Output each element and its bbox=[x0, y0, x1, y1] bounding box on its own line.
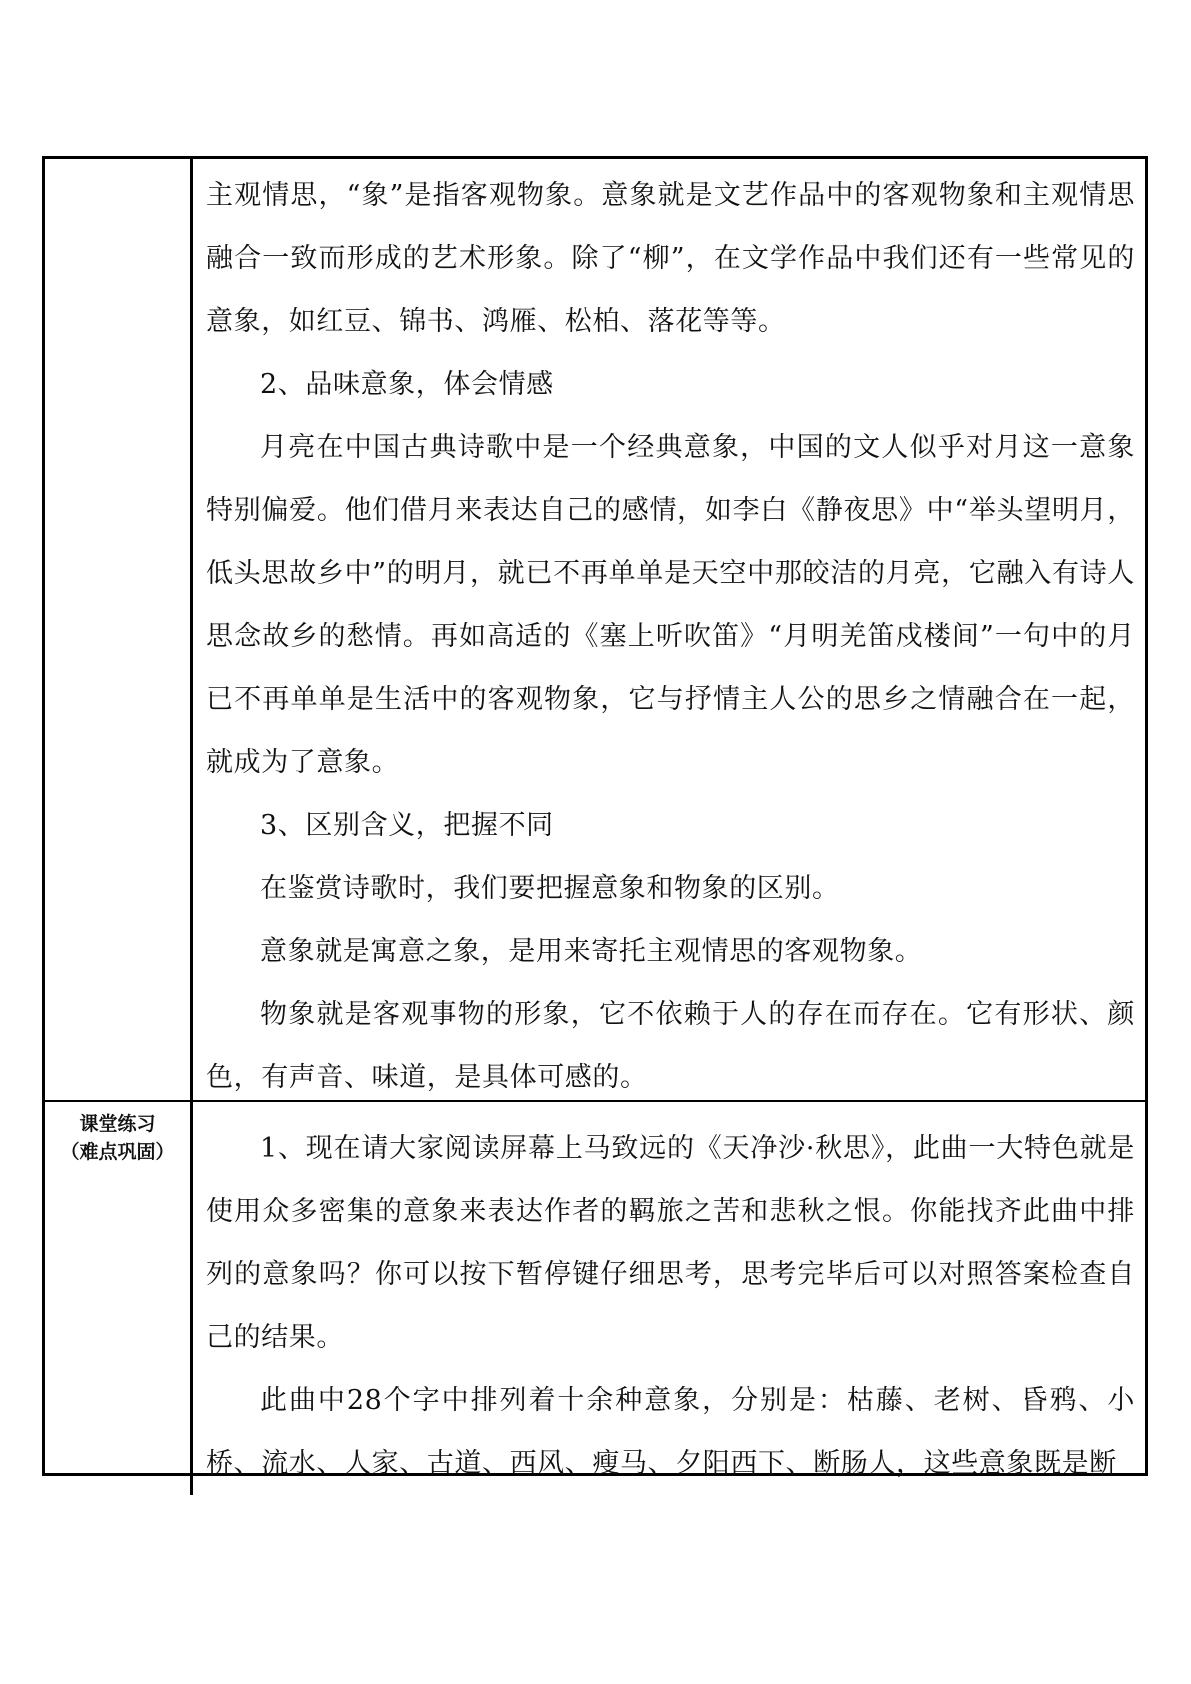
teaching-content-cell bbox=[193, 159, 1145, 1100]
paragraph-object-meaning: 物象就是客观事物的形象，它不依赖于人的存在而存在。它有形状、颜色，有声音、味道，是具体可感的。 bbox=[206, 999, 1135, 1093]
paragraph-distinguish-intro: 在鉴赏诗歌时，我们要把握意象和物象的区别。 bbox=[260, 873, 840, 904]
paragraph-practice-answer: 此曲中28个字中排列着十余种意象，分别是：枯藤、老树、昏鸦、小桥、流水、人家、古道、西风、瘦马、夕阳西下、断肠人，这些意象既是断 bbox=[206, 1385, 1135, 1479]
table-row-classroom-practice bbox=[45, 1102, 1145, 1495]
classroom-practice-cell bbox=[193, 1102, 1145, 1495]
row-label-cell-empty bbox=[45, 159, 193, 1100]
paragraph-imagery-definition: 主观情思，“象”是指客观物象。意象就是文艺作品中的客观物象和主观情思融合一致而形成的艺术形象。除了“柳”，在文学作品中我们还有一些常见的意象，如红豆、锦书、鸿雁、松柏、落花等等。 bbox=[206, 180, 1135, 337]
heading-distinguish-meaning: 3、区别含义，把握不同 bbox=[260, 810, 554, 841]
paragraph-moon-imagery: 月亮在中国古典诗歌中是一个经典意象，中国的文人似乎对月这一意象特别偏爱。他们借月来表达自己的感情，如李白《静夜思》中“举头望明月，低头思故乡中”的明月，就已不再单单是天空中那皎洁的月亮，它融入有诗人思念故乡的愁情。再如高适的《塞上听吹笛》“月明羌笛戍楼间”一句中的月已不再单单是生活中的客观物象，它与抒情主人公的思乡之情融合在一起，就成为了意象。 bbox=[206, 432, 1135, 778]
table-row-teaching-content bbox=[45, 159, 1145, 1102]
lesson-plan-table bbox=[42, 156, 1148, 1479]
row-label-classroom-practice bbox=[45, 1102, 193, 1495]
heading-savor-imagery: 2、品味意象，体会情感 bbox=[260, 369, 554, 400]
paragraph-imagery-meaning: 意象就是寓意之象，是用来寄托主观情思的客观物象。 bbox=[260, 936, 923, 967]
paragraph-practice-task: 1、现在请大家阅读屏幕上马致远的《天净沙·秋思》，此曲一大特色就是使用众多密集的意象来表达作者的羁旅之苦和悲秋之恨。你能找齐此曲中排列的意象吗？你可以按下暂停键仔细思考，思考完毕后可以对照答案检查自己的结果。 bbox=[206, 1133, 1135, 1353]
label-difficulty-consolidation: （难点巩固） bbox=[60, 1141, 175, 1163]
label-classroom-practice: 课堂练习 bbox=[79, 1113, 156, 1135]
